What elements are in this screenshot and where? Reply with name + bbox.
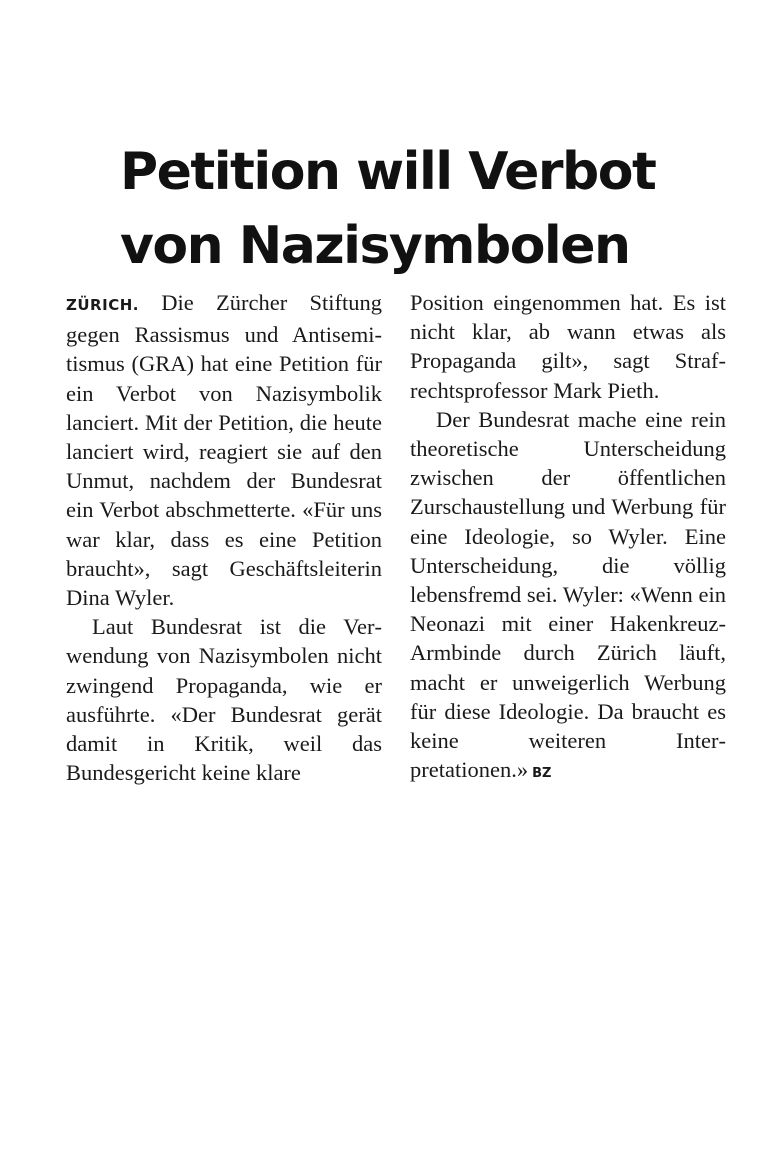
dateline: ZÜRICH. — [66, 296, 139, 314]
column-left — [66, 288, 382, 787]
headline — [120, 135, 720, 283]
headline-line-1: Petition will Verbot — [120, 142, 656, 202]
paragraph-2-left: Laut Bundesrat ist die Verwendung von Nazisymbolen nicht zwingend Propaganda, wie er ausführte. «Der Bundesrat gerät damit in Kritik, weil das Bundesgericht keine klare — [66, 614, 382, 786]
column-right — [410, 288, 726, 788]
paragraph-2-right: Position eingenommen hat. Es ist nicht klar, ab wann etwas als Propaganda gilt», sagt Strafrechtsprofessor Mark Pieth. — [410, 290, 726, 403]
paragraph-1-text: Die Zürcher Stiftung gegen Rassismus und Antisemitismus (GRA) hat eine Petition für ein Verbot von Nazisymbolik lanciert. Mit der Petition, die heute lanciert wird, reagiert sie auf den Unmut, nachdem der Bundesrat ein Verbot abschmetterte. «Für uns war klar, dass es eine Petition braucht», sagt Geschäftsleiterin Dina Wyler. — [66, 290, 382, 611]
author-signature: BZ — [532, 766, 552, 782]
paragraph-3-text: Der Bundesrat mache eine rein theoretische Unterscheidung zwischen der öffentlichen Zurschaustellung und Werbung für eine Ideologie, so Wyler. Eine Unterscheidung, die völlig lebensfremd sei. Wyler: «Wenn ein Neonazi mit einer Hakenkreuz-Armbinde durch Zürich läuft, macht er unweigerlich Werbung für diese Ideologie. Da braucht es keine weiteren Interpretationen.» — [410, 406, 726, 783]
paragraph-1 — [66, 288, 382, 612]
paragraph-3 — [410, 405, 726, 789]
headline-line-2: von Nazisymbolen — [120, 216, 630, 276]
